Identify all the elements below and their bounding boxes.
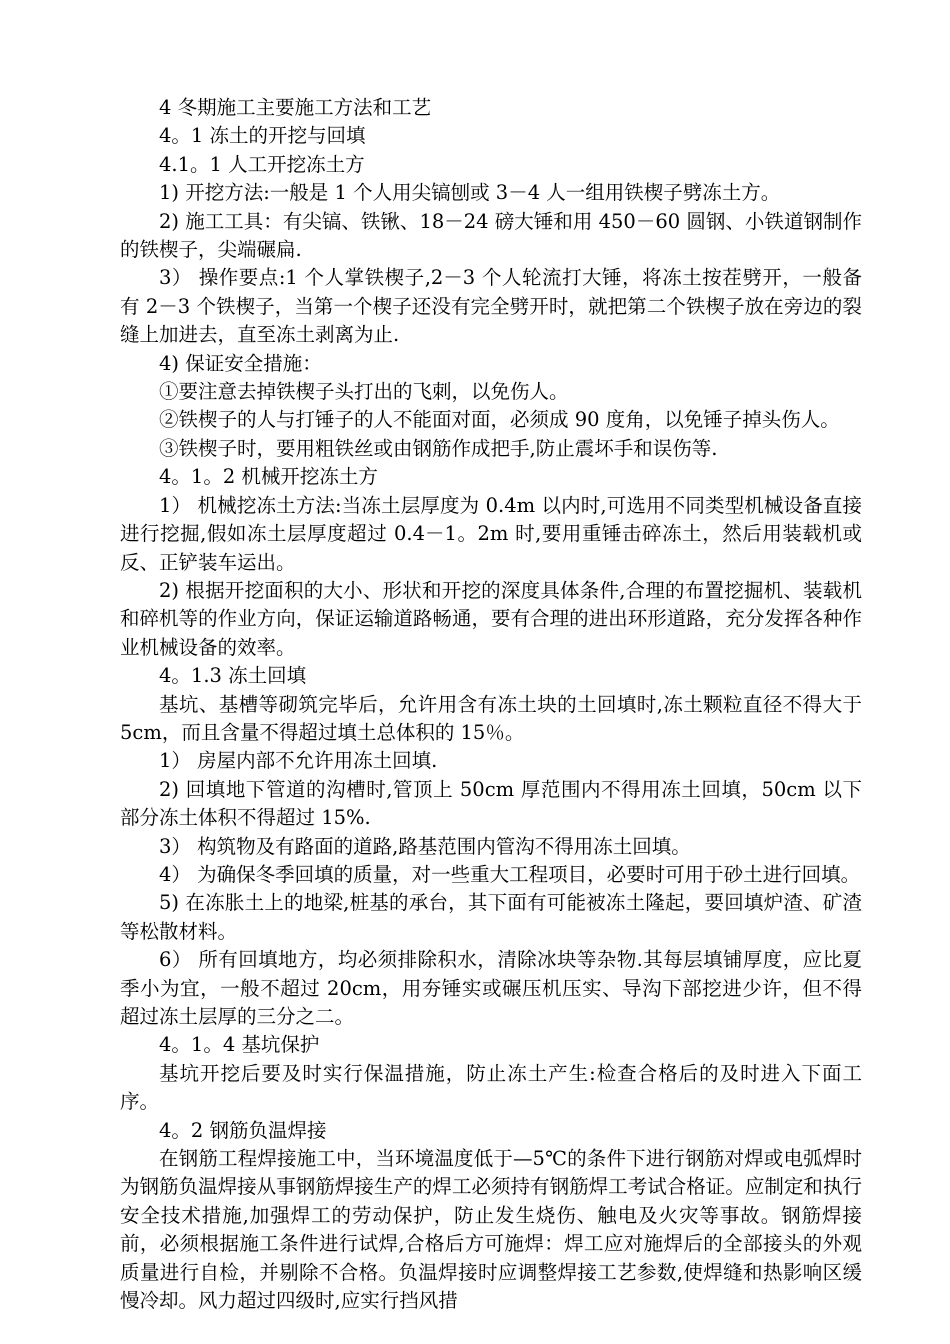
paragraph-safety-item-2: ②铁楔子的人与打锤子的人不能面对面，必须成 90 度角，以免锤子掉头伤人。 [159,408,840,432]
section-heading-frozen-soil: 4。1 冻土的开挖与回填 [159,124,366,148]
paragraph-pit-protection: 基坑开挖后要及时实行保温措施，防止冻土产生:检查合格后的及时进入下面工序。 [120,1061,862,1114]
paragraph-backfill-item-3: 3） 构筑物及有路面的道路,路基范围内管沟不得用冻土回填。 [159,834,691,858]
section-heading-winter-construction: 4 冬期施工主要施工方法和工艺 [159,96,432,119]
document-body [120,94,862,1315]
paragraph-safety-item-3: ③铁楔子时，要用粗铁丝或由钢筋作成把手,防止震坏手和误伤等. [159,436,718,460]
paragraph-backfill-item-4: 4） 为确保冬季回填的质量，对一些重大工程项目，必要时可用于砂土进行回填。 [159,862,861,886]
paragraph-mechanical-layout: 2) 根据开挖面积的大小、形状和开挖的深度具体条件,合理的布置挖掘机、装载机和碎机等的作业方向，保证运输道路畅通，要有合理的进出环形道路，充分发挥各种作业机械设备的效率。 [120,578,862,659]
paragraph-tools: 2) 施工工具：有尖镐、铁锹、18－24 磅大锤和用 450－60 圆钢、小铁道钢制作的铁楔子，尖端碾扁. [120,209,862,262]
section-heading-rebar-welding: 4。2 钢筋负温焊接 [159,1118,327,1142]
subsection-heading-mechanical-excavation: 4。1。2 机械开挖冻土方 [159,465,378,489]
paragraph-backfill-item-1: 1） 房屋内部不允许用冻土回填. [159,749,438,773]
paragraph-backfill-item-6: 6） 所有回填地方，均必须排除积水，清除冰块等杂物.其每层填铺厚度，应比夏季小为宜，一般不超过 20cm，用夯锤实或碾压机压实、导沟下部挖进少许，但不得超过冻土层厚的三分之二。 [120,948,862,1028]
paragraph-safety-item-1: ①要注意去掉铁楔子头打出的飞刺，以免伤人。 [159,380,569,404]
subsection-heading-pit-protection: 4。1。4 基坑保护 [159,1033,320,1057]
paragraph-rebar-welding: 在钢筋工程焊接施工中，当环境温度低于—5℃的条件下进行钢筋对焊或电弧焊时为钢筋负温焊接从事钢筋焊接生产的焊工必须持有钢筋焊工考试合格证。应制定和执行安全技术措施,加强焊工的劳动保护，防止发生烧伤、触电及火灾等事故。钢筋焊接前，必须根据施工条件进行试焊,合格后方可施焊：焊工应对施焊后的全部接头的外观质量进行自检，并剔除不合格。负温焊接时应调整焊接工艺参数,使焊缝和热影响区缓慢冷却。风力超过四级时,应实行挡风措 [120,1147,862,1313]
paragraph-backfill-item-5: 5) 在冻胀土上的地梁,桩基的承台，其下面有可能被冻土隆起，要回填炉渣、矿渣等松散材料。 [120,891,862,943]
paragraph-backfill-item-2: 2) 回填地下管道的沟槽时,管顶上 50cm 厚范围内不得用冻土回填，50cm 以下部分冻土体积不得超过 15%. [120,777,862,830]
subsection-heading-manual-excavation: 4.1。1 人工开挖冻土方 [159,152,365,176]
paragraph-operation-points: 3） 操作要点:1 个人掌铁楔子,2－3 个人轮流打大锤，将冻土按茬劈开，一般备有 2－3 个铁楔子，当第一个楔子还没有完全劈开时，就把第二个铁楔子放在旁边的裂缝上加进去，直至冻土剥离为止. [120,266,862,347]
paragraph-mechanical-method: 1） 机械挖冻土方法:当冻土层厚度为 0.4m 以内时,可选用不同类型机械设备直接进行挖掘,假如冻土层厚度超过 0.4－1。2m 时,要用重锤击碎冻土，然后用装载机或反、正铲装车运出。 [120,493,862,574]
paragraph-safety-measures: 4) 保证安全措施： [159,351,322,375]
paragraph-backfill-intro: 基坑、基槽等砌筑完毕后，允许用含有冻土块的土回填时,冻土颗粒直径不得大于 5cm，而且含量不得超过填土总体积的 15％。 [120,692,862,744]
paragraph-excavation-method: 1) 开挖方法:一般是 1 个人用尖镐刨或 3－4 人一组用铁楔子劈冻土方。 [159,181,781,205]
subsection-heading-backfill: 4。1.3 冻土回填 [159,664,307,688]
